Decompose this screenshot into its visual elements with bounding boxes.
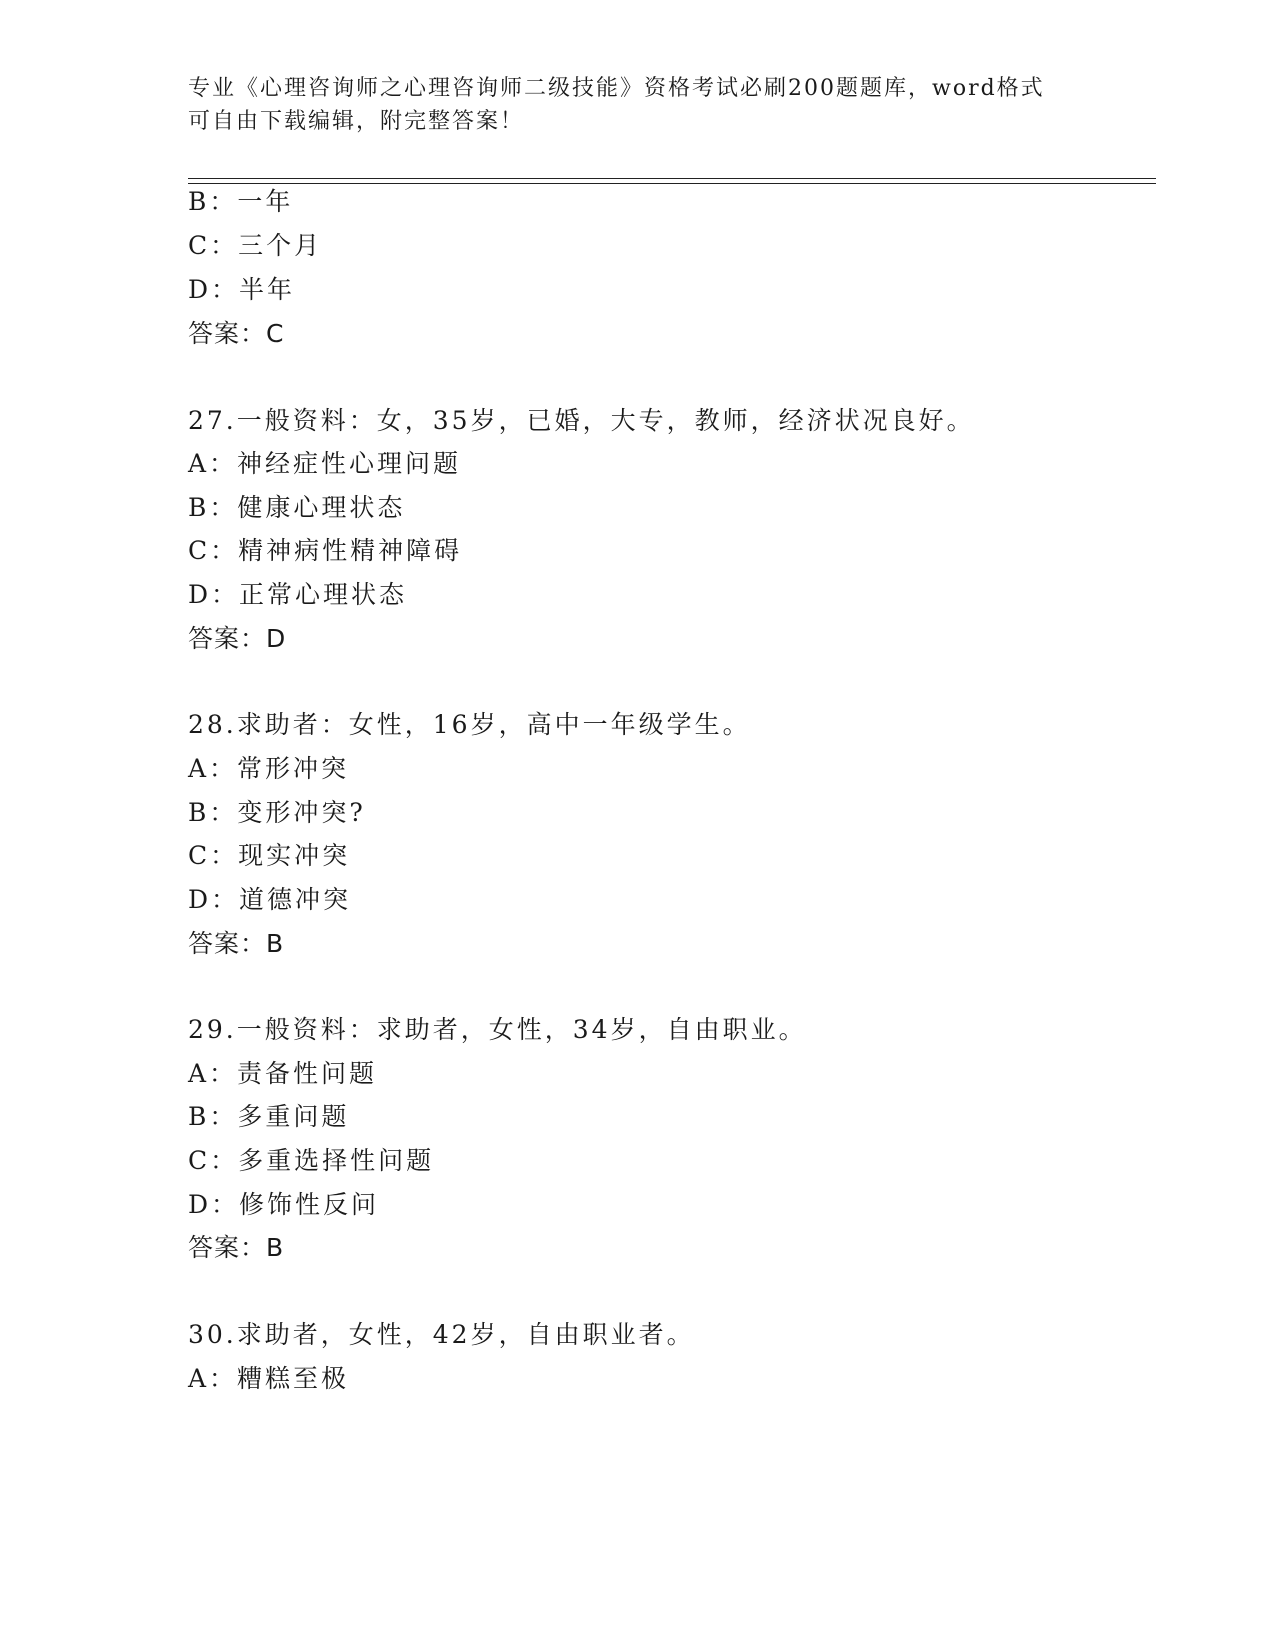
q28-answer: 答案：B — [188, 929, 285, 958]
q26-option-b: B：一年 — [188, 187, 294, 216]
q27-option-c: C：精神病性精神障碍 — [188, 536, 463, 565]
q29-answer: 答案：B — [188, 1233, 285, 1262]
q30-option-a: A：糟糕至极 — [188, 1364, 350, 1393]
header-title-line-1: 专业《心理咨询师之心理咨询师二级技能》资格考试必刷200题题库，word格式 — [188, 76, 1045, 101]
q29-stem: 29.一般资料：求助者，女性，34岁，自由职业。 — [188, 1015, 807, 1044]
q29-option-c: C：多重选择性问题 — [188, 1146, 435, 1175]
q27-answer: 答案：D — [188, 624, 287, 653]
q26-answer: 答案：C — [188, 319, 285, 348]
q29-option-b: B：多重问题 — [188, 1102, 350, 1131]
header-title-line-2: 可自由下载编辑，附完整答案！ — [188, 109, 525, 134]
q26-option-d: D：半年 — [188, 275, 296, 304]
q26-option-c: C：三个月 — [188, 231, 323, 260]
q28-option-d: D：道德冲突 — [188, 885, 352, 914]
q30-stem: 30.求助者，女性，42岁，自由职业者。 — [188, 1320, 695, 1349]
q27-stem: 27.一般资料：女，35岁，已婚，大专，教师，经济状况良好。 — [188, 406, 975, 435]
q28-option-c: C：现实冲突 — [188, 841, 351, 870]
q29-option-a: A：责备性问题 — [188, 1059, 378, 1088]
q28-stem: 28.求助者：女性，16岁，高中一年级学生。 — [188, 710, 751, 739]
header-divider-top — [188, 178, 1156, 179]
q29-option-d: D：修饰性反问 — [188, 1190, 380, 1219]
document-header — [188, 72, 1088, 138]
q27-option-b: B：健康心理状态 — [188, 493, 406, 522]
header-divider-bottom — [188, 183, 1156, 184]
q28-option-a: A：常形冲突 — [188, 754, 350, 783]
q27-option-a: A：神经症性心理问题 — [188, 449, 462, 478]
q27-option-d: D：正常心理状态 — [188, 580, 408, 609]
q28-option-b: B：变形冲突? — [188, 798, 366, 827]
